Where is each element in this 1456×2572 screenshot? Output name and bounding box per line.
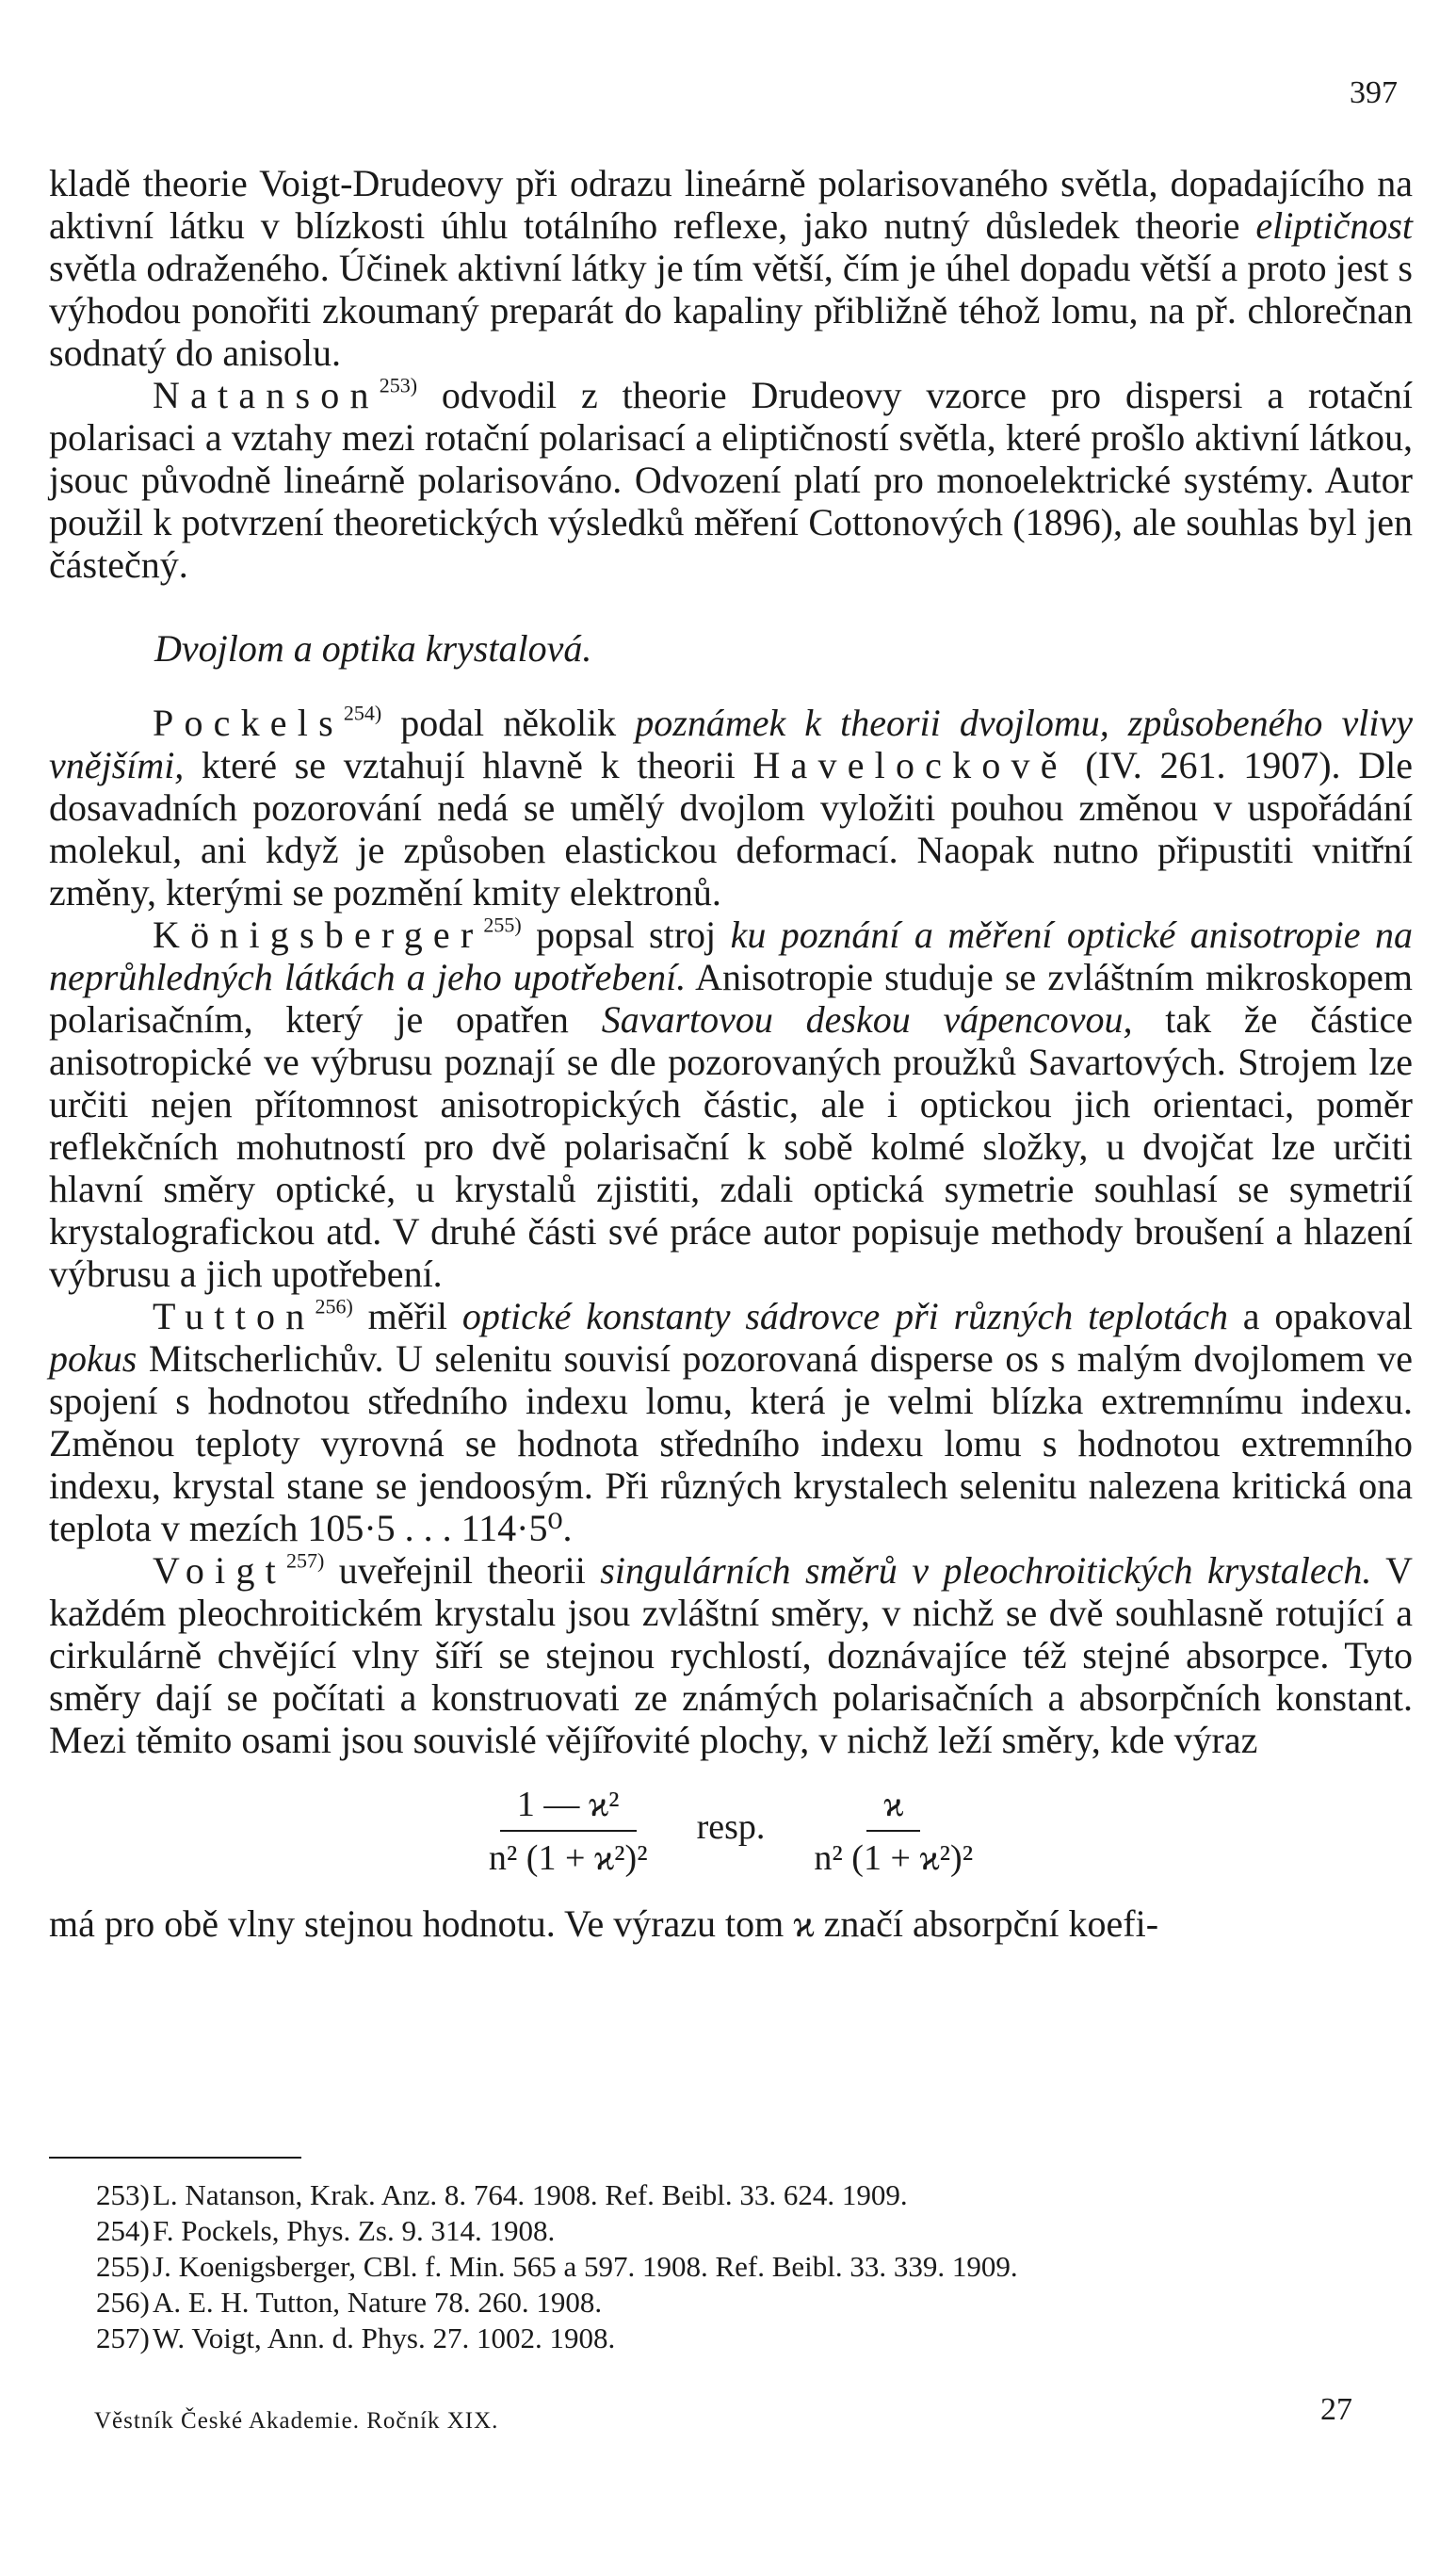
fraction-numerator: ϰ bbox=[866, 1784, 920, 1832]
footnote bbox=[49, 2285, 1413, 2321]
italic-title: optické konstanty sádrovce při různých teplotách bbox=[461, 1295, 1228, 1337]
footnote bbox=[49, 2213, 1413, 2249]
footnote bbox=[49, 2177, 1413, 2213]
text-run: kladě theorie Voigt-Drudeovy při odrazu lineárně polarisovaného světla, dopadajícího na aktivní látku v blízkosti úhlu totálního reflexe, jako nutný důsledek theorie bbox=[49, 162, 1413, 247]
text-run: podal několik bbox=[381, 702, 636, 744]
footnote-text: L. Natanson, Krak. Anz. 8. 764. 1908. Ref. Beibl. 33. 624. 1909. bbox=[153, 2178, 908, 2211]
footnote-text: W. Voigt, Ann. d. Phys. 27. 1002. 1908. bbox=[153, 2321, 616, 2354]
italic-title: singulárních směrů v pleochroitických krystalech. bbox=[600, 1549, 1372, 1592]
fraction-2 bbox=[797, 1784, 990, 1880]
footnote-ref: 253) bbox=[379, 373, 418, 397]
main-text bbox=[49, 162, 1413, 1945]
footnote-divider bbox=[49, 2157, 301, 2159]
formula-connector: resp. bbox=[696, 1806, 766, 1847]
footnote-number: 254) bbox=[96, 2214, 150, 2247]
italic-title: ku poznání a měření optické anisotropie na neprůhledných látkách a jeho upotřebení. bbox=[49, 914, 1413, 998]
paragraph-1 bbox=[49, 162, 1413, 374]
paragraph-natanson bbox=[49, 374, 1413, 586]
text-run: tak že částice anisotropické ve výbrusu poznají se dle pozorovaných proužků Savartových. Strojem lze určiti nejen přítomnost anisotropických částic, ale i optickou jich orientaci, poměr reflekčních mohutností pro dvě polarisační k sobě kolmé složky, u dvojčat lze určiti hlavní směry optické, u krystalů zjistiti, zdali optická symetrie souhlasí se symetrií krystalografickou atd. V druhé části své práce autor popisuje methody broušení a hlazení výbrusu a jich upotřebení. bbox=[49, 998, 1414, 1295]
author-name: Havelockově bbox=[752, 744, 1068, 786]
footnote-text: F. Pockels, Phys. Zs. 9. 314. 1908. bbox=[153, 2214, 556, 2247]
footnote-text: A. E. H. Tutton, Nature 78. 260. 1908. bbox=[153, 2286, 603, 2319]
paragraph-tutton bbox=[49, 1295, 1413, 1549]
fraction-numerator: 1 — ϰ² bbox=[500, 1784, 637, 1832]
text-run: světla odraženého. Účinek aktivní látky je tím větší, čím je úhel dopadu větší a proto jest s výhodou ponořiti zkoumaný preparát do kapaliny přibližně téhož lomu, na př. chlorečnan sodnatý do anisolu. bbox=[49, 247, 1413, 374]
paragraph-pockels bbox=[49, 702, 1413, 914]
italic-term: eliptičnost bbox=[1255, 204, 1413, 247]
text-run: a opakoval bbox=[1227, 1295, 1414, 1337]
footnote-ref: 257) bbox=[285, 1548, 325, 1573]
footnote-ref: 254) bbox=[343, 701, 382, 725]
text-run: V každém pleochroitickém krystalu jsou zvláštní směry, v nichž se dvě souhlasně rotující a cirkulárně chvějící vlny šíří se stejnou rychlostí, doznávajíce též stejné absorpce. Tyto směry dají se počítati a konstruovati ze známých polarisačních a absorpčních konstant. Mezi těmito osami jsou souvislé vějířovité plochy, v nichž leží směry, kde výraz bbox=[49, 1549, 1413, 1761]
footnote-ref: 255) bbox=[483, 913, 522, 937]
page-number: 397 bbox=[1350, 75, 1398, 110]
author-name: Tutton bbox=[153, 1295, 315, 1337]
fraction-denominator: n² (1 + ϰ²)² bbox=[814, 1838, 974, 1878]
text-run: uveřejnil theorii bbox=[324, 1549, 601, 1592]
text-run: Anisotropie studuje se zvláštním mikroskopem polarisačním, který je opatřen bbox=[49, 956, 1413, 1041]
footnote-ref: 256) bbox=[315, 1294, 353, 1318]
footnote-number: 256) bbox=[96, 2286, 150, 2319]
footnote bbox=[49, 2249, 1413, 2285]
footnote-text: J. Koenigsberger, CBl. f. Min. 565 a 597. 1908. Ref. Beibl. 33. 339. 1909. bbox=[153, 2250, 1018, 2283]
footnote-number: 253) bbox=[96, 2178, 150, 2211]
section-heading: Dvojlom a optika krystalová. bbox=[154, 627, 592, 670]
paragraph-koenigsberger bbox=[49, 914, 1413, 1295]
signature-mark: 27 bbox=[1320, 2392, 1352, 2427]
text-run: popsal stroj bbox=[521, 914, 731, 956]
journal-footer: Věstník České Akademie. Ročník XIX. bbox=[94, 2408, 499, 2434]
fraction-1 bbox=[472, 1784, 665, 1880]
italic-title: poznámek k theorii dvojlomu, způsobeného vlivy vnějšími, bbox=[49, 702, 1413, 786]
footnote-number: 255) bbox=[96, 2250, 150, 2283]
footnote-number: 257) bbox=[96, 2321, 150, 2354]
text-run: Mitscherlichův. U selenitu souvisí pozorovaná disperse os s malým dvojlomem ve spojení s hodnotou středního indexu lomu, která je velmi blízka extremnímu indexu. Změnou teploty vyrovná se hodnota středního indexu lomu s hodnotou extremního indexu, krystal stane se jendoosým. Při různých krystalech selenitu nalezena kritická ona teplota v mezích 105·5 . . . 114·5⁰. bbox=[49, 1337, 1413, 1549]
text-run: (IV. 261. 1907). Dle dosavadních pozorování nedá se umělý dvojlom vyložiti pouhou změnou v uspořádání molekul, ani když je způsoben elastickou deformací. Naopak nutno připustiti vnitřní změny, kterými se pozmění kmity elektronů. bbox=[49, 744, 1413, 914]
author-name: Königsberger bbox=[153, 914, 484, 956]
fraction-denominator: n² (1 + ϰ²)² bbox=[488, 1838, 648, 1878]
author-name: Natanson bbox=[153, 374, 380, 416]
italic-term: pokus bbox=[49, 1337, 138, 1380]
formula bbox=[49, 1761, 1413, 1902]
footnotes bbox=[49, 2177, 1413, 2356]
text-run: odvodil z theorie Drudeovy vzorce pro dispersi a rotační polarisaci a vztahy mezi rotační polarisací a eliptičností světla, které prošlo aktivní látkou, jsouc původně lineárně polarisováno. Odvození platí pro monoelektrické systémy. Autor použil k potvrzení theoretických výsledků měření Cottonových (1896), ale souhlas byl jen částečný. bbox=[49, 374, 1413, 586]
italic-term: Savartovou deskou vápencovou, bbox=[601, 998, 1133, 1041]
text-run: které se vztahují hlavně k theorii bbox=[184, 744, 753, 786]
paragraph-voigt bbox=[49, 1549, 1413, 1761]
author-name: Voigt bbox=[153, 1549, 286, 1592]
footnote bbox=[49, 2321, 1413, 2356]
author-name: Pockels bbox=[153, 702, 344, 744]
text-run: měřil bbox=[352, 1295, 462, 1337]
paragraph-closing: má pro obě vlny stejnou hodnotu. Ve výrazu tom ϰ značí absorpční koefi- bbox=[49, 1902, 1159, 1945]
